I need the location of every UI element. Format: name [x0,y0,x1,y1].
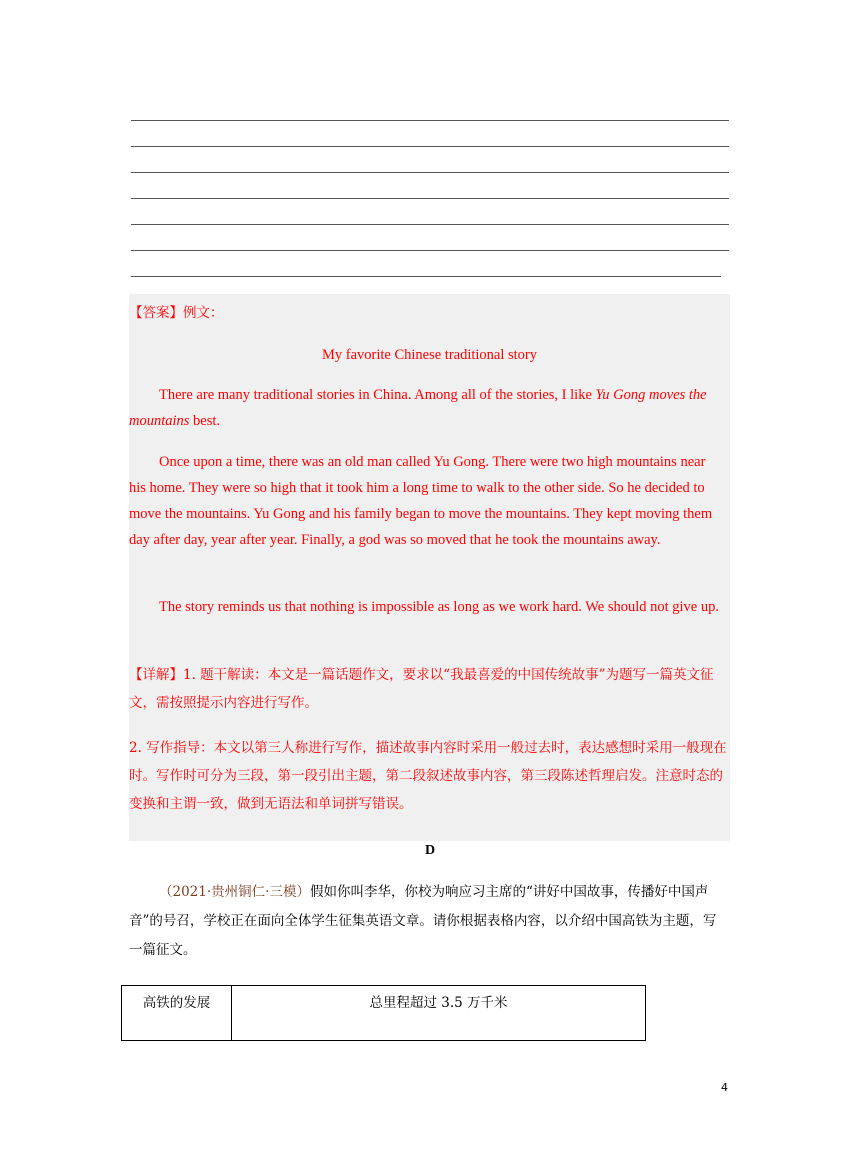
explanation-paragraph-2: 2. 写作指导：本文以第三人称进行写作，描述故事内容时采用一般过去时，表达感想时采用一般现在时。写作时可分为三段，第一段引出主题，第二段叙述故事内容，第三段陈述哲理启发。注意时态的变换和主谓一致，做到无语法和单词拼写错误。 [129,740,727,812]
writing-line [131,224,729,225]
writing-line [131,250,729,251]
table-cell-label: 高铁的发展 [122,986,232,1041]
writing-line [131,120,729,121]
question-source: （2021·贵州铜仁·三模） [159,884,310,900]
writing-line [131,198,729,199]
question-body: 假如你叫李华，你校为响应习主席的“讲好中国故事，传播好中国声音”的号召，学校正在面向全体学生征集英语文章。请你根据表格内容，以介绍中国高铁为主题，写一篇征文。 [129,884,717,958]
essay-paragraph-2: Once upon a time, there was an old man called Yu Gong. There were two high mountains near his home. They were so high that it took him a long time to walk to the other side. So he decided to move the mountains. Yu Gong and his family began to move the mountains. They kept moving them day after day, year after year. Finally, a god was so moved that he took the mountains away. [129,454,713,548]
section-label: D [424,843,436,858]
page-number: 4 [721,1081,728,1094]
essay-p1-end: best. [189,413,221,429]
explanation-paragraph-1: 【详解】1. 题干解读：本文是一篇话题作文，要求以“我最喜爱的中国传统故事”为题写一篇英文征文，需按照提示内容进行写作。 [129,667,714,711]
writing-line [131,172,729,173]
table-cell-value: 总里程超过 3.5 万千米 [232,986,646,1041]
essay-paragraph-3: The story reminds us that nothing is impossible as long as we work hard. We should not give up. [159,599,719,615]
essay-title: My favorite Chinese traditional story [321,347,538,363]
writing-line [131,146,729,147]
info-table [121,985,646,1041]
answer-header: 【答案】例文： [129,305,224,321]
table-row [122,986,646,1041]
essay-p1-start: There are many traditional stories in China. Among all of the stories, I like [159,387,596,403]
essay-paragraph-1 [129,382,721,434]
writing-line [131,276,721,277]
question-text [129,878,729,965]
essay-p1-italic: Yu Gong moves the mountains [129,387,707,429]
